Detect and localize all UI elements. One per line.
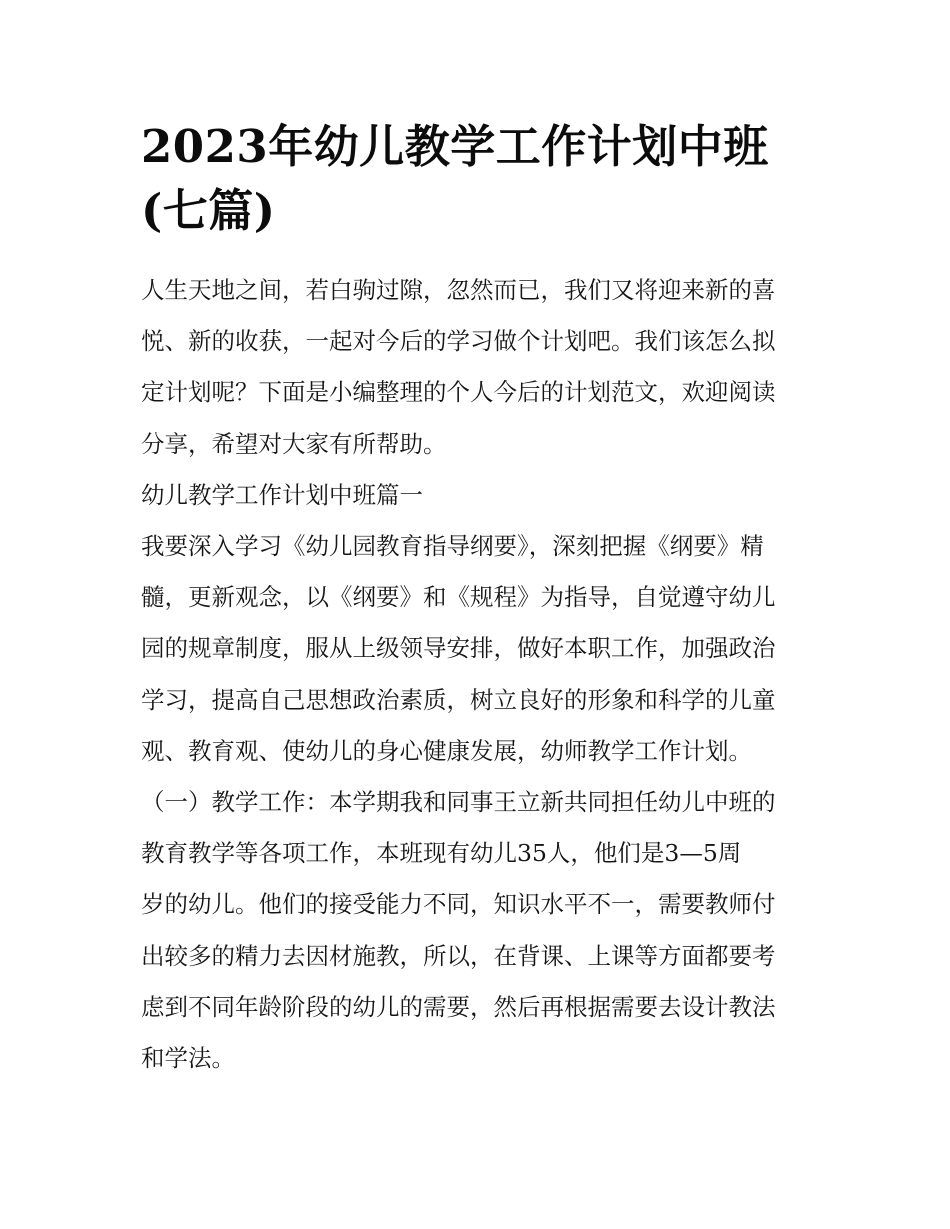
text-line: 出较多的精力去因材施教，所以，在背课、上课等方面都要考	[141, 941, 776, 970]
document-title	[141, 115, 813, 243]
text-line: 岁的幼儿。他们的接受能力不同，知识水平不一，需要教师付	[141, 890, 776, 919]
text-line: 我要深入学习《幼儿园教育指导纲要》，深刻把握《纲要》精	[141, 532, 764, 561]
text-line: 园的规章制度，服从上级领导安排，做好本职工作，加强政治	[141, 634, 776, 663]
text-line: 定计划呢？下面是小编整理的个人今后的计划范文，欢迎阅读	[141, 378, 776, 407]
text-line: 观、教育观、使幼儿的身心健康发展，幼师教学工作计划。	[141, 736, 752, 765]
text-line: 虑到不同年龄阶段的幼儿的需要，然后再根据需要去设计教法	[141, 992, 776, 1021]
text-line: 教育教学等各项工作，本班现有幼儿35人，他们是3—5周	[141, 839, 742, 868]
text-line: 分享，希望对大家有所帮助。	[141, 429, 447, 458]
document-content	[141, 115, 813, 1084]
text-line: 学习，提高自己思想政治素质，树立良好的形象和科学的儿童	[141, 685, 776, 714]
title-line-2: (七篇)	[141, 184, 276, 237]
text-line: （一）教学工作：本学期我和同事王立新共同担任幼儿中班的	[141, 788, 776, 817]
text-line: 人生天地之间，若白驹过隙，忽然而已，我们又将迎来新的喜	[141, 276, 776, 304]
text-line: 髓，更新观念，以《纲要》和《规程》为指导，自觉遵守幼儿	[141, 583, 776, 612]
title-line-1: 2023年幼儿教学工作计划中班	[141, 120, 769, 173]
text-line: 和学法。	[141, 1044, 235, 1073]
section-heading: 幼儿教学工作计划中班篇一	[141, 480, 423, 509]
document-body	[141, 265, 813, 1084]
text-line: 悦、新的收获，一起对今后的学习做个计划吧。我们该怎么拟	[141, 327, 776, 356]
